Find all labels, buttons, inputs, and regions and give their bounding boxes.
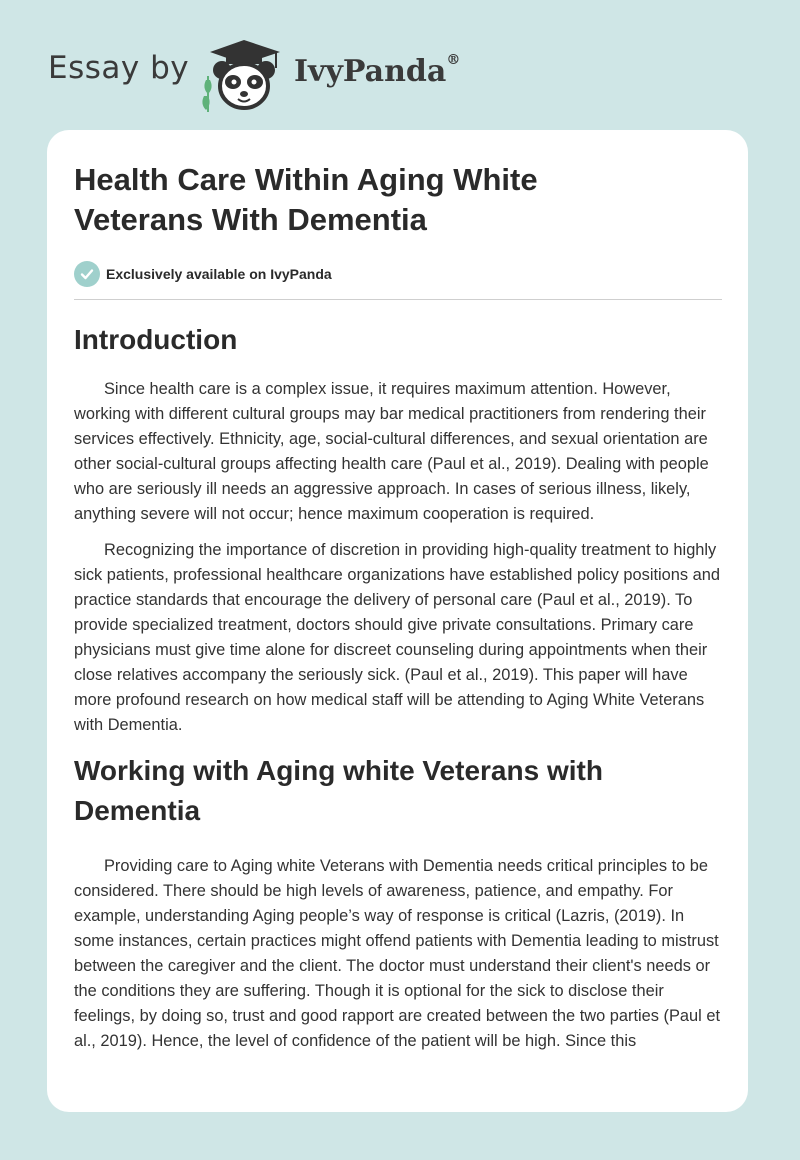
checkmark-icon: [74, 261, 100, 287]
panda-logo-icon[interactable]: [200, 36, 286, 112]
paragraph: Recognizing the importance of discretion in providing high-quality treatment to highly sick patients, professional healthcare organizations have established policy positions and practice standards that encourage the delivery of personal care (Paul et al., 2019). To provide specialized treatment, doctors should give private consultations. Primary care physicians must give time alone for discreet counseling during appointments when their close relatives accompany the seriously sick. (Paul et al., 2019). This paper will have more profound research on how medical staff will be attending to Aging White Veterans with Dementia.: [74, 541, 720, 734]
divider: [74, 299, 722, 300]
paragraph: Since health care is a complex issue, it requires maximum attention. However, working with different cultural groups may bar medical practitioners from rendering their services effectively. Ethnicity, age, social-cultural differences, and sexual orientation are other social-cultural groups affecting health care (Paul et al., 2019). Dealing with people who are seriously ill needs an aggressive approach. In cases of serious illness, likely, anything severe will not occur; hence maximum cooperation is required.: [74, 380, 709, 523]
article-title: Health Care Within Aging White Veterans With Dementia: [74, 162, 538, 237]
section-heading-introduction: Introduction: [74, 324, 238, 355]
site-header: [48, 30, 548, 110]
registered-mark: ®: [446, 52, 461, 68]
section-heading-working-with-veterans: Working with Aging white Veterans with Dementia: [74, 755, 603, 826]
article-content: [74, 160, 722, 1054]
paragraph: Providing care to Aging white Veterans with Dementia needs critical principles to be considered. There should be high levels of awareness, patience, and empathy. For example, understanding Aging people’s way of response is critical (Lazris, (2019). In some instances, certain practices might offend patients with Dementia leading to mistrust between the caregiver and the client. The doctor must understand their client's needs or the conditions they are suffering. Though it is optional for the sick to disclose their feelings, by doing so, trust and good rapport are created between the two parties (Paul et al., 2019). Hence, the level of confidence of the patient will be high. Since this: [74, 857, 721, 1050]
exclusive-label: Exclusively available on IvyPanda: [106, 266, 332, 282]
brand-name[interactable]: IvyPanda®: [294, 52, 461, 89]
essay-by-label: Essay by: [48, 50, 190, 86]
article-card: [47, 130, 748, 1112]
exclusive-badge: [74, 260, 722, 288]
